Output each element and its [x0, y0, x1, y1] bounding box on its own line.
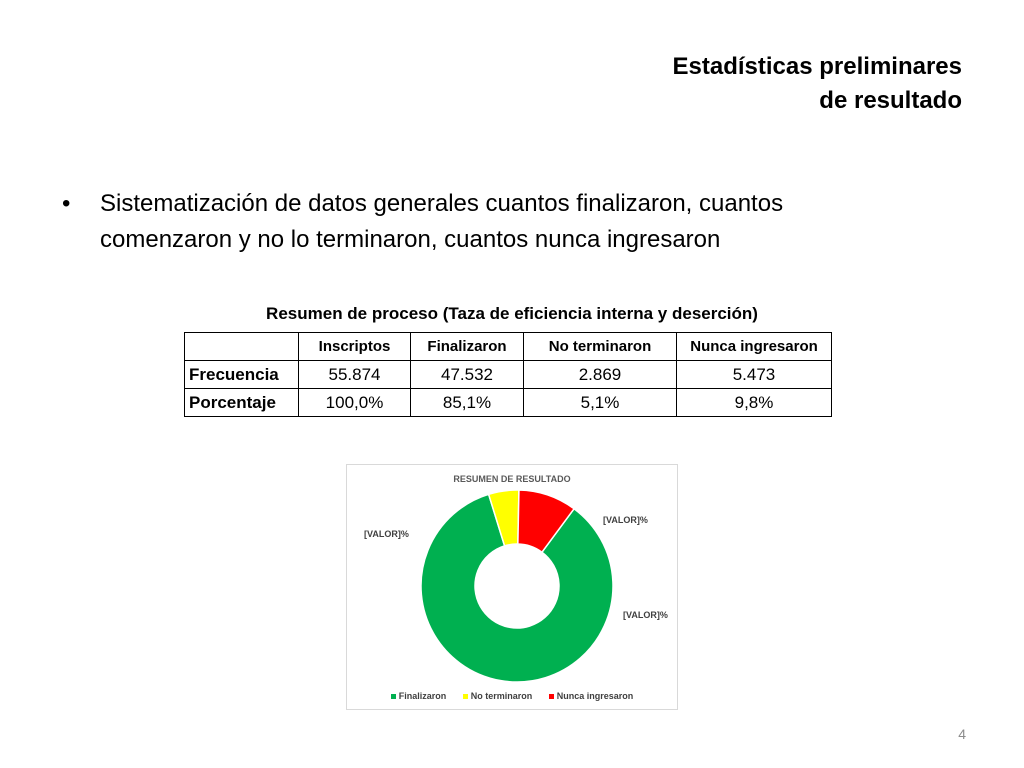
table-cell: 55.874	[299, 361, 411, 389]
legend-label: Nunca ingresaron	[556, 691, 634, 701]
donut-chart-svg	[347, 465, 677, 709]
page-number: 4	[958, 726, 966, 742]
chart-legend	[347, 691, 677, 701]
legend-label: No terminaron	[470, 691, 533, 701]
summary-table	[184, 332, 832, 417]
bullet-text: Sistematización de datos generales cuantos finalizaron, cuantos comenzaron y no lo terminaron, cuantos nunca ingresaron	[100, 190, 784, 253]
table-header-row	[185, 333, 832, 361]
slide-title	[673, 50, 962, 118]
table-cell: 9,8%	[677, 389, 832, 417]
table-header-cell	[185, 333, 299, 361]
table-cell: 5,1%	[524, 389, 677, 417]
table-cell: 47.532	[411, 361, 524, 389]
legend-label: Finalizaron	[398, 691, 447, 701]
data-label-no-terminaron: [VALOR]%	[603, 515, 648, 525]
table-row-label: Frecuencia	[185, 361, 299, 389]
table-header-cell: No terminaron	[524, 333, 677, 361]
data-label-nunca-ingresaron: [VALOR]%	[623, 610, 668, 620]
legend-item	[391, 691, 447, 701]
legend-swatch-icon	[463, 694, 468, 699]
legend-item	[463, 691, 533, 701]
bullet-point	[62, 186, 852, 258]
legend-swatch-icon	[549, 694, 554, 699]
table-cell: 2.869	[524, 361, 677, 389]
table-row	[185, 361, 832, 389]
table-header-cell: Finalizaron	[411, 333, 524, 361]
table-row-label: Porcentaje	[185, 389, 299, 417]
table-cell: 5.473	[677, 361, 832, 389]
legend-swatch-icon	[391, 694, 396, 699]
table-header-cell: Inscriptos	[299, 333, 411, 361]
bullet-dot-icon: •	[62, 190, 71, 217]
chart-title: RESUMEN DE RESULTADO	[453, 474, 571, 484]
donut-chart	[346, 464, 678, 710]
slide-title-line-1: Estadísticas preliminares	[672, 53, 962, 80]
table-cell: 85,1%	[411, 389, 524, 417]
legend-item	[549, 691, 634, 701]
data-label-finalizaron: [VALOR]%	[364, 529, 409, 539]
table-cell: 100,0%	[299, 389, 411, 417]
slide-title-line-2: de resultado	[819, 87, 962, 114]
table-caption: Resumen de proceso (Taza de eficiencia interna y deserción)	[266, 304, 758, 323]
table-row	[185, 389, 832, 417]
table-header-cell: Nunca ingresaron	[677, 333, 832, 361]
